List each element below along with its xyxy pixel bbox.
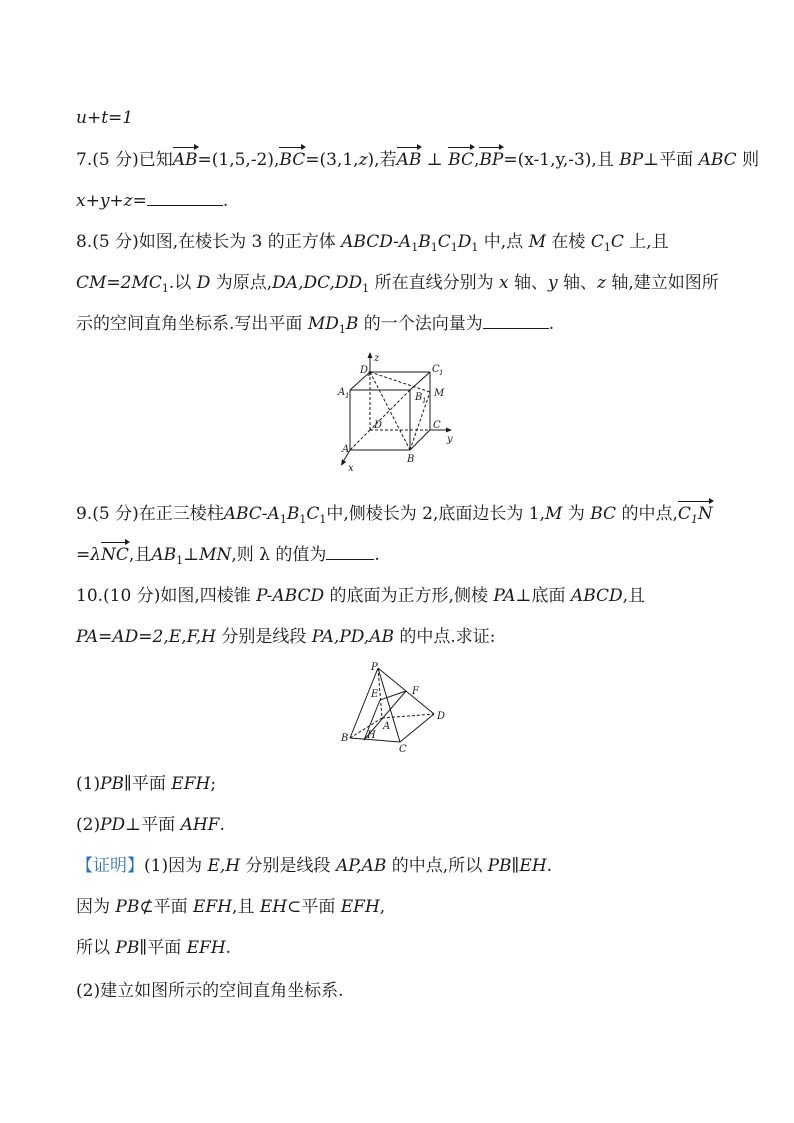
label-m: M (434, 388, 445, 399)
label-a-pyramid: A (383, 721, 391, 732)
sub-question-2: (2)PD⊥平面 AHF. (76, 815, 225, 835)
question-10-line-1: 10.(10 分)如图,四棱锥 P-ABCD 的底面为正方形,侧棱 PA⊥底面 ABCD,且 (76, 586, 646, 606)
label-a1: A (338, 387, 346, 398)
answer-blank-q7[interactable] (147, 189, 223, 206)
vector-bp: BP (479, 150, 504, 170)
label-x: x (348, 463, 354, 474)
question-8-line-2: $CM=2MC_1$.以 D 为原点$,DA,DC,DD_1$ 所在直线分别为 x 轴、y 轴、z 轴,建立如图所 (76, 273, 719, 295)
proof-line-1: 【证明】(1)因为 E,H 分别是线段 AP,AB 的中点,所以 PB∥EH. (76, 856, 553, 876)
cube-figure (336, 352, 466, 474)
label-b: B (407, 454, 415, 465)
question-8-line-3: 示的空间直角坐标系.写出平面 $MD_1B$ 的一个法向量为 . (76, 314, 555, 336)
x-axis-arrow (341, 459, 346, 466)
question-8-line-1: 8.(5 分)如图,在棱长为 3 的正方体 ABCD-$A_1B_1C_1D_1$ 中,点 M 在棱 $C_1C$ 上,且 (76, 232, 669, 254)
y-axis-arrow (446, 428, 452, 433)
label-y: y (447, 434, 453, 445)
pyramid-figure (340, 660, 452, 754)
question-7-line-2: x+y+z= . (76, 191, 229, 211)
answer-blank-q9[interactable] (326, 543, 374, 560)
proof-line-2: 因为 PB⊄平面 EFH,且 EH⊂平面 EFH, (76, 897, 386, 917)
label-c: C (433, 420, 441, 431)
vector-bc-2: BC (448, 150, 474, 170)
z-axis-arrow (368, 352, 373, 358)
question-9-line-1: 9.(5 分)在正三棱柱ABC-$A_1B_1C_1$中,侧棱长为 2,底面边长为 1,M 为 BC 的中点$,C_1N$ (76, 504, 713, 526)
vector-nc: NC (101, 545, 129, 565)
answer-blank-q8[interactable] (483, 312, 549, 329)
vector-ab: AB (172, 150, 198, 170)
label-b-pyramid: B (341, 733, 349, 744)
proof-line-3: 所以 PB∥平面 EFH. (76, 938, 232, 958)
label-b1: B (415, 392, 423, 403)
vector-c1n: $C_1N$ (677, 504, 713, 526)
label-z: z (374, 353, 380, 364)
label-f: F (412, 686, 419, 697)
svg-text:1: 1 (439, 369, 444, 377)
label-h: H (367, 730, 376, 741)
question-9-line-2: =λNC,且$AB_1\perp MN$,则 λ 的值为 . (76, 545, 380, 567)
label-p: P (371, 662, 378, 673)
vector-ab-2: AB (396, 150, 422, 170)
equation-u-plus-t: u+t=1 (76, 108, 134, 128)
label-d1: D (360, 365, 369, 376)
svg-text:1: 1 (367, 370, 372, 378)
label-d: D (374, 420, 383, 431)
label-a: A (342, 444, 350, 455)
label-d-pyramid: D (437, 711, 446, 722)
label-c-pyramid: C (399, 744, 407, 754)
svg-text:1: 1 (422, 397, 427, 405)
proof-line-4: (2)建立如图所示的空间直角坐标系. (76, 981, 344, 1001)
sub-question-1: (1)PB∥平面 EFH; (76, 774, 217, 794)
label-c1: C (432, 364, 440, 375)
label-e: E (371, 689, 379, 700)
vector-bc: BC (279, 150, 306, 170)
svg-text:1: 1 (345, 392, 350, 400)
question-10-line-2: PA=AD=2,E,F,H 分别是线段 PA,PD,AB 的中点.求证: (76, 627, 496, 647)
proof-tag: 【证明】 (76, 856, 144, 876)
question-7-line-1: 7.(5 分)已知AB=(1,5,-2),BC=(3,1,z),若AB ⊥ BC,BP=(x-1,y,-3),且 BP⊥平面 ABC 则 (76, 150, 760, 170)
